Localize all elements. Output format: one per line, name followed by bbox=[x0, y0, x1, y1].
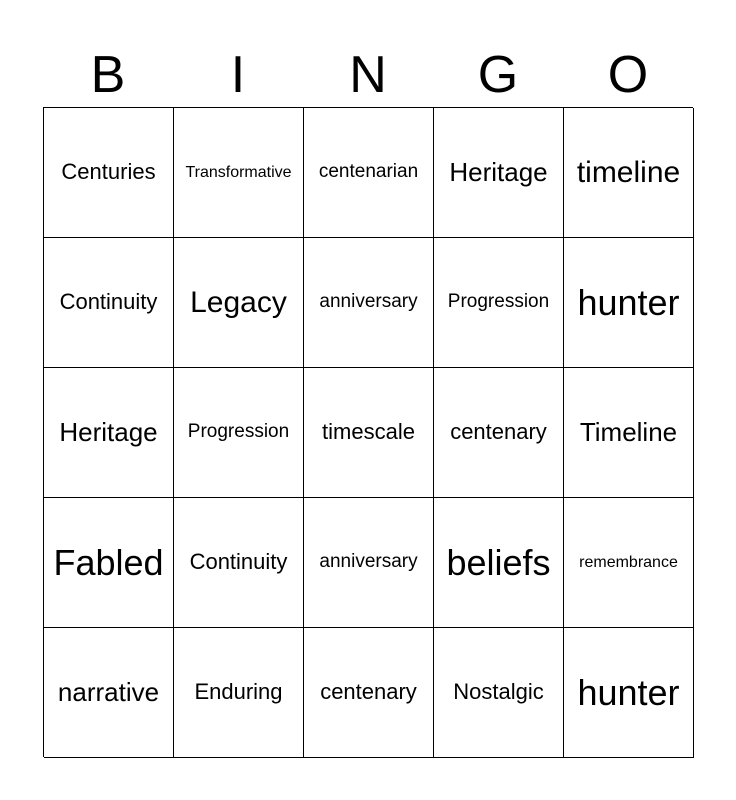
bingo-cell: Centuries bbox=[44, 108, 174, 238]
bingo-cell: centenarian bbox=[304, 108, 434, 238]
bingo-cell: Enduring bbox=[174, 628, 304, 758]
header-letter-n: N bbox=[349, 46, 387, 104]
bingo-cell: timescale bbox=[304, 368, 434, 498]
header-letter-b: B bbox=[90, 46, 126, 104]
bingo-cell: Heritage bbox=[434, 108, 564, 238]
bingo-cell: Legacy bbox=[174, 238, 304, 368]
bingo-cell: Continuity bbox=[44, 238, 174, 368]
bingo-cell: Progression bbox=[434, 238, 564, 368]
bingo-header bbox=[43, 44, 693, 106]
bingo-cell: beliefs bbox=[434, 498, 564, 628]
bingo-cell: Continuity bbox=[174, 498, 304, 628]
header-letter-g: G bbox=[477, 46, 519, 104]
bingo-cell: remembrance bbox=[564, 498, 694, 628]
bingo-cell: anniversary bbox=[304, 238, 434, 368]
bingo-cell: Heritage bbox=[44, 368, 174, 498]
bingo-cell: hunter bbox=[564, 238, 694, 368]
bingo-cell: timeline bbox=[564, 108, 694, 238]
bingo-cell: centenary bbox=[434, 368, 564, 498]
bingo-cell: Progression bbox=[174, 368, 304, 498]
header-letter-i: I bbox=[230, 46, 246, 104]
bingo-cell: Fabled bbox=[44, 498, 174, 628]
bingo-cell: hunter bbox=[564, 628, 694, 758]
bingo-board bbox=[43, 107, 693, 757]
bingo-cell: Timeline bbox=[564, 368, 694, 498]
bingo-cell: Nostalgic bbox=[434, 628, 564, 758]
bingo-cell: centenary bbox=[304, 628, 434, 758]
bingo-cell: narrative bbox=[44, 628, 174, 758]
bingo-cell: anniversary bbox=[304, 498, 434, 628]
header-letter-o: O bbox=[607, 46, 649, 104]
bingo-cell: Transformative bbox=[174, 108, 304, 238]
